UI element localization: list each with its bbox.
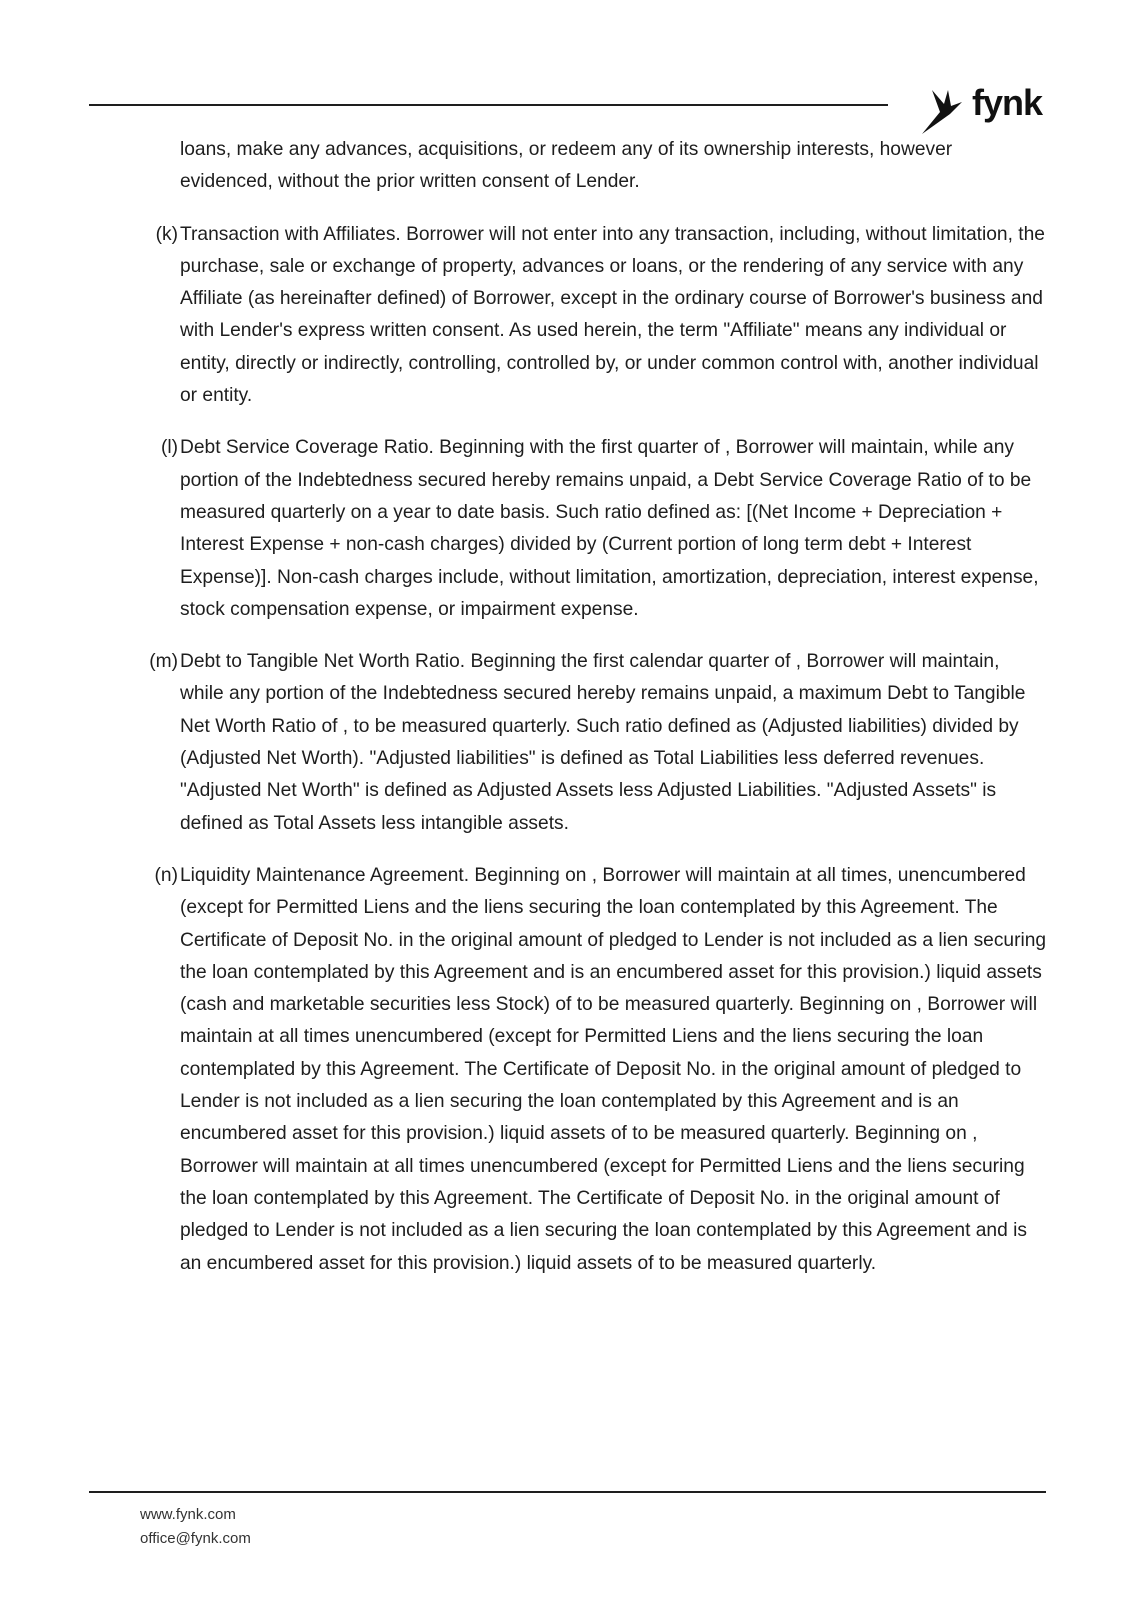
logo-wordmark: fynk [972, 82, 1043, 123]
clause-text: Debt Service Coverage Ratio. Beginning with the first quarter of , Borrower will maintain, while any portion of the Indebtedness secured hereby remains unpaid, a Debt Service Coverage Ratio of to be measured quarterly on a year to date basis. Such ratio defined as: [(Net Income + Depreciation + Interest Expense + non-cash charges) divided by (Current portion of long term debt + Interest Expense)]. Non-cash charges include, without limitation, amortization, depreciation, interest expense, stock compensation expense, or impairment expense. [180, 437, 1039, 620]
fynk-bird-icon [918, 84, 968, 136]
footer-website: www.fynk.com [140, 1506, 236, 1523]
clause-l [0, 432, 1131, 626]
clause-n [0, 860, 1131, 1280]
clause-m [0, 646, 1131, 840]
document-body [0, 134, 1131, 1300]
clause-label: (k) [155, 223, 178, 245]
clause-text: Debt to Tangible Net Worth Ratio. Beginning the first calendar quarter of , Borrower will maintain, while any portion of the Indebtedness secured hereby remains unpaid, a maximum Debt to Tangible Net Worth Ratio of , to be measured quarterly. Such ratio defined as (Adjusted liabilities) divided by (Adjusted Net Worth). "Adjusted liabilities" is defined as Total Liabilities less deferred revenues. "Adjusted Net Worth" is defined as Adjusted Assets less Adjusted Liabilities. "Adjusted Assets" is defined as Total Assets less intangible assets. [180, 651, 1026, 834]
footer-email: office@fynk.com [140, 1530, 251, 1547]
clause-text: Transaction with Affiliates. Borrower will not enter into any transaction, including, without limitation, the purchase, sale or exchange of property, advances or loans, or the rendering of any service with any Affiliate (as hereinafter defined) of Borrower, except in the ordinary course of Borrower's business and with Lender's express written consent. As used herein, the term "Affiliate" means any individual or entity, directly or indirectly, controlling, controlled by, or under common control with, another individual or entity. [180, 223, 1045, 407]
footer [140, 1503, 251, 1551]
clause-text: loans, make any advances, acquisitions, or redeem any of its ownership interests, however evidenced, without the prior written consent of Lender. [180, 139, 953, 193]
clause-label: (m) [149, 651, 178, 673]
clause-k [0, 219, 1131, 413]
header-divider [89, 104, 888, 106]
clause-label: (n) [154, 864, 178, 886]
footer-divider [89, 1491, 1046, 1493]
clause-continuation [0, 134, 1131, 199]
clause-label: (l) [160, 437, 178, 459]
brand-logo [918, 78, 1048, 134]
clause-text: Liquidity Maintenance Agreement. Beginning on , Borrower will maintain at all times, unencumbered (except for Permitted Liens and the liens securing the loan contemplated by this Agreement. The Certificate of Deposit No. in the original amount of pledged to Lender is not included as a lien securing the loan contemplated by this Agreement and is an encumbered asset for this provision.) liquid assets (cash and marketable securities less Stock) of to be measured quarterly. Beginning on , Borrower will maintain at all times unencumbered (except for Permitted Liens and the liens securing the loan contemplated by this Agreement. The Certificate of Deposit No. in the original amount of pledged to Lender is not included as a lien securing the loan contemplated by this Agreement and is an encumbered asset for this provision.) liquid assets of to be measured quarterly. Beginning on , Borrower will maintain at all times unencumbered (except for Permitted Liens and the liens securing the loan contemplated by this Agreement. The Certificate of Deposit No. in the original amount of pledged to Lender is not included as a lien securing the loan contemplated by this Agreement and is an encumbered asset for this provision.) liquid assets of to be measured quarterly. [180, 864, 1047, 1274]
